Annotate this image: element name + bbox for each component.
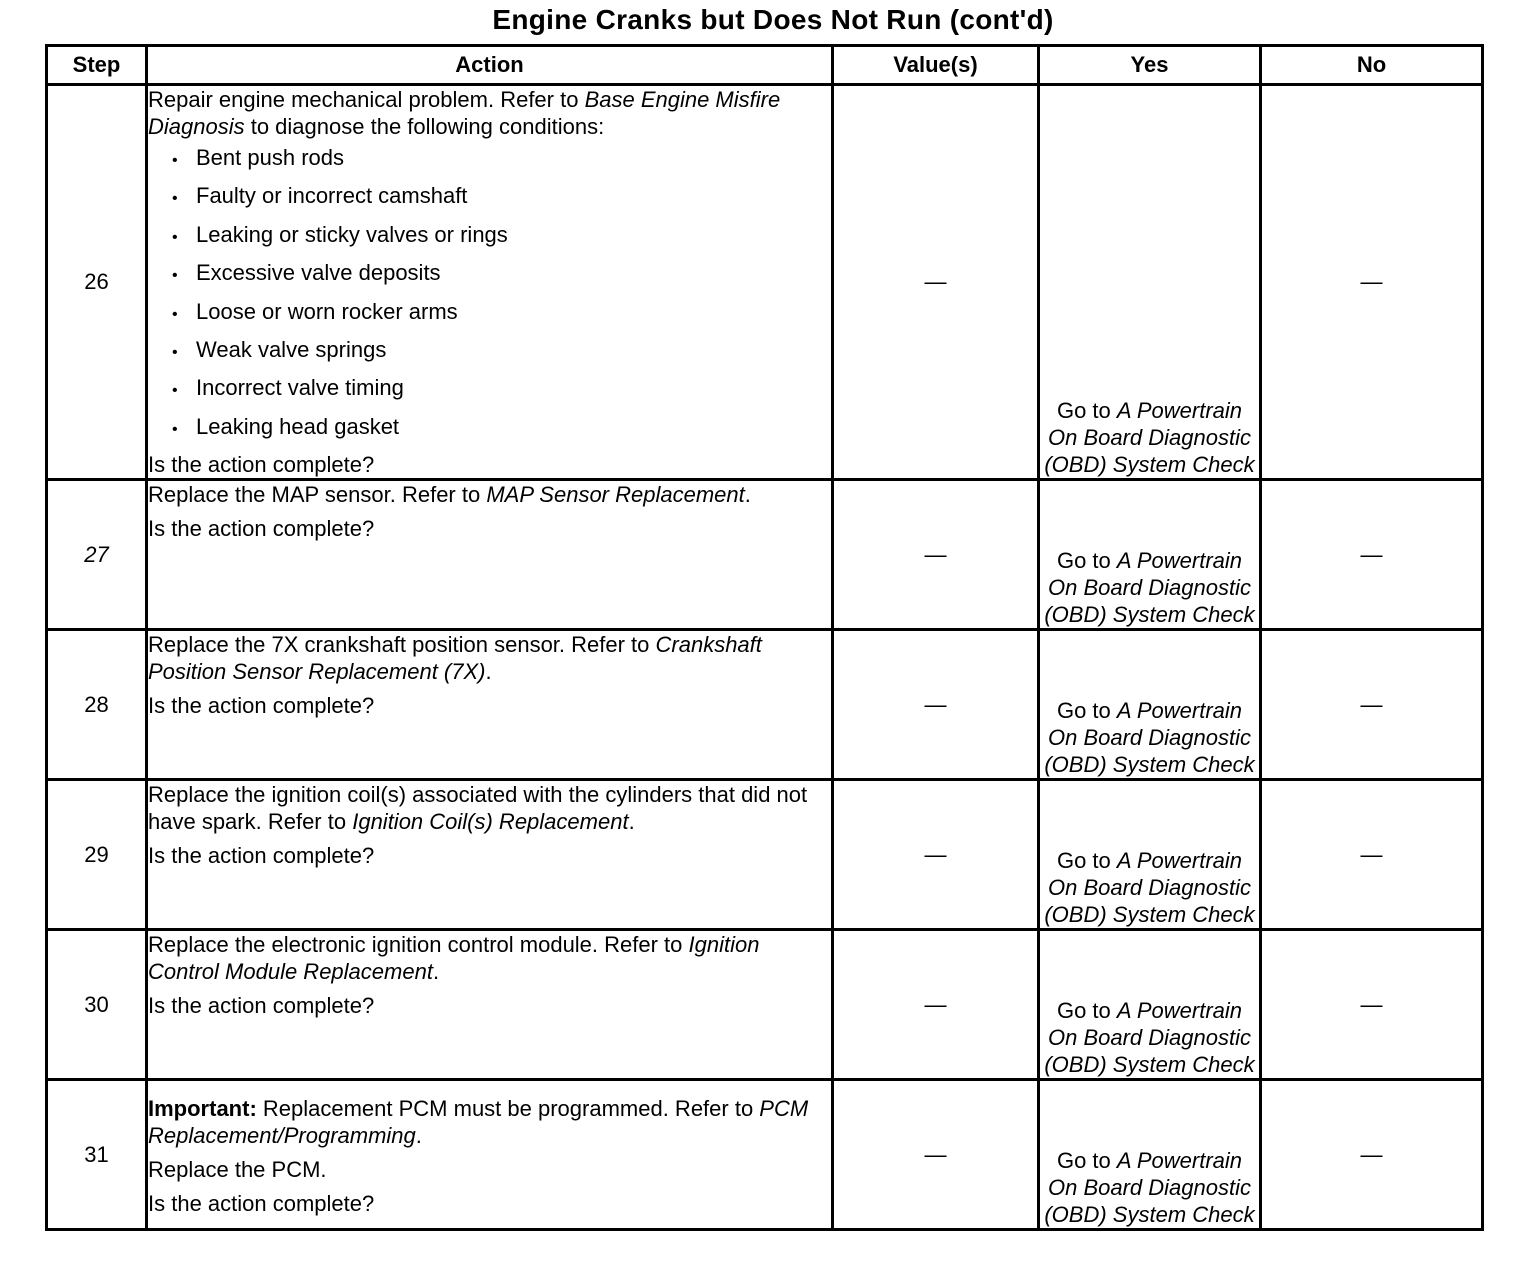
action-question: Is the action complete? xyxy=(148,843,375,869)
condition-item: • Loose or worn rocker arms xyxy=(172,298,831,328)
table-row-step-26 xyxy=(47,85,1483,480)
yes-reference-link[interactable]: A Powertrain On Board Diagnostic (OBD) System Check xyxy=(1044,998,1255,1078)
condition-item: • Bent push rods xyxy=(172,144,831,174)
step-number: 27 xyxy=(47,480,147,630)
action-tail: . xyxy=(485,659,492,685)
action-text xyxy=(148,86,831,140)
action-question: Is the action complete? xyxy=(148,452,375,478)
yes-reference-link[interactable]: A Powertrain On Board Diagnostic (OBD) System Check xyxy=(1044,1148,1255,1228)
step-number: 31 xyxy=(47,1080,147,1230)
no-cell: — xyxy=(1261,480,1483,630)
header-action: Action xyxy=(147,46,833,85)
value-cell: — xyxy=(833,780,1039,930)
table-row-step-29 xyxy=(47,780,1483,930)
action-intro: Replace the MAP sensor. Refer to xyxy=(148,482,487,508)
yes-prefix: Go to xyxy=(1056,548,1117,574)
no-cell: — xyxy=(1261,85,1483,480)
condition-item: • Weak valve springs xyxy=(172,336,831,366)
action-cell xyxy=(147,630,833,780)
action-tail: . xyxy=(415,1123,422,1149)
action-question: Is the action complete? xyxy=(148,1191,375,1217)
yes-prefix: Go to xyxy=(1056,1148,1117,1174)
action-extra: Replace the PCM. xyxy=(148,1157,327,1183)
table-row-step-27 xyxy=(47,480,1483,630)
action-intro: Replace the electronic ignition control module. Refer to xyxy=(148,932,689,958)
action-intro: Replace the 7X crankshaft position sensor. Refer to xyxy=(148,632,656,658)
step-number: 30 xyxy=(47,930,147,1080)
yes-cell xyxy=(1039,1080,1261,1230)
action-tail: to diagnose the following conditions: xyxy=(244,114,605,139)
yes-reference-link[interactable]: A Powertrain On Board Diagnostic (OBD) System Check xyxy=(1044,548,1255,628)
yes-prefix: Go to xyxy=(1056,998,1117,1024)
action-intro: Replace the ignition coil(s) associated with the cylinders that did not have spark. Refer to xyxy=(148,782,808,835)
condition-item: • Excessive valve deposits xyxy=(172,259,831,289)
yes-cell xyxy=(1039,85,1261,480)
action-reference-link[interactable]: Ignition Coil(s) Replacement xyxy=(352,809,629,835)
header-values: Value(s) xyxy=(833,46,1039,85)
condition-item: • Leaking or sticky valves or rings xyxy=(172,221,831,251)
diagnostic-table xyxy=(45,44,1484,1231)
yes-cell xyxy=(1039,480,1261,630)
condition-item: • Faulty or incorrect camshaft xyxy=(172,182,831,212)
action-question: Is the action complete? xyxy=(148,993,375,1019)
action-cell xyxy=(147,780,833,930)
yes-prefix: Go to xyxy=(1056,848,1117,874)
action-tail: . xyxy=(628,809,635,835)
yes-prefix: Go to xyxy=(1056,398,1117,424)
action-reference-link[interactable]: Ignition Control Module Replacement xyxy=(148,932,760,985)
action-reference-link[interactable]: MAP Sensor Replacement xyxy=(486,482,745,508)
no-cell: — xyxy=(1261,1080,1483,1230)
action-cell xyxy=(147,480,833,630)
action-reference-link[interactable]: PCM Replacement/Programming xyxy=(148,1096,809,1149)
action-question: Is the action complete? xyxy=(148,693,375,719)
value-cell: — xyxy=(833,1080,1039,1230)
value-cell: — xyxy=(833,480,1039,630)
yes-cell xyxy=(1039,630,1261,780)
step-number: 29 xyxy=(47,780,147,930)
action-cell xyxy=(147,930,833,1080)
no-cell: — xyxy=(1261,780,1483,930)
page-title: Engine Cranks but Does Not Run (cont'd) xyxy=(492,4,1054,35)
action-tail: . xyxy=(744,482,751,508)
yes-cell xyxy=(1039,930,1261,1080)
no-cell: — xyxy=(1261,930,1483,1080)
condition-item: • Incorrect valve timing xyxy=(172,374,831,404)
action-text xyxy=(148,481,831,508)
value-cell: — xyxy=(833,630,1039,780)
action-tail: . xyxy=(432,959,440,985)
yes-reference-link[interactable]: A Powertrain On Board Diagnostic (OBD) System Check xyxy=(1044,848,1255,928)
header-step: Step xyxy=(47,46,147,85)
conditions-list xyxy=(148,144,831,443)
important-label: Important: xyxy=(148,1096,257,1122)
action-text xyxy=(148,631,831,685)
value-cell: — xyxy=(833,85,1039,480)
action-cell xyxy=(147,1080,833,1230)
action-question: Is the action complete? xyxy=(148,516,375,542)
no-cell: — xyxy=(1261,630,1483,780)
value-cell: — xyxy=(833,930,1039,1080)
step-number: 26 xyxy=(47,85,147,480)
table-row-step-28 xyxy=(47,630,1483,780)
yes-cell xyxy=(1039,780,1261,930)
action-reference-link[interactable]: Base Engine Misfire Diagnosis xyxy=(148,87,781,139)
yes-reference-link[interactable]: A Powertrain On Board Diagnostic (OBD) System Check xyxy=(1044,698,1255,778)
table-row-step-30 xyxy=(47,930,1483,1080)
action-text xyxy=(148,1095,831,1149)
table-row-step-31 xyxy=(47,1080,1483,1230)
action-intro: Repair engine mechanical problem. Refer to xyxy=(148,87,585,112)
important-text: Replacement PCM must be programmed. Refer to xyxy=(256,1096,760,1122)
action-reference-link[interactable]: Crankshaft Position Sensor Replacement (7X) xyxy=(148,632,762,685)
yes-reference-link[interactable]: A Powertrain On Board Diagnostic (OBD) System Check xyxy=(1044,398,1255,478)
action-text xyxy=(148,781,831,835)
header-no: No xyxy=(1261,46,1483,85)
yes-prefix: Go to xyxy=(1056,698,1117,724)
step-number: 28 xyxy=(47,630,147,780)
condition-item: • Leaking head gasket xyxy=(172,413,831,443)
header-row xyxy=(47,46,1483,85)
header-yes: Yes xyxy=(1039,46,1261,85)
action-text xyxy=(148,931,831,985)
action-cell xyxy=(147,85,833,480)
